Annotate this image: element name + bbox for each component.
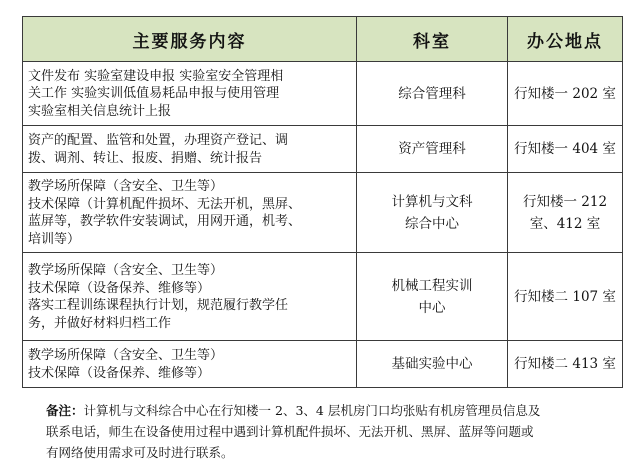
service-content-line: 教学场所保障（含安全、卫生等） (28, 348, 224, 363)
service-content-line: 资产的配置、监管和处置，办理资产登记、调 (28, 133, 289, 148)
service-content-line: 技术保障（设备保养、维修等） (28, 365, 211, 381)
location-cell: 行知楼一 202 室 (508, 62, 623, 126)
service-content-cell (23, 253, 357, 341)
department-cell: 资产管理科 (357, 126, 508, 173)
service-content-line: 关工作 实验实训低值易耗品申报与使用管理 (28, 86, 280, 102)
service-content-cell (23, 173, 357, 253)
header-office-location: 办公地点 (508, 17, 623, 62)
service-content-cell (23, 126, 357, 173)
service-content-line: 技术保障（设备保养、维修等） (28, 280, 211, 296)
department-line: 中心 (418, 299, 446, 316)
table-row (23, 126, 623, 173)
service-content-line: 技术保障（计算机配件损坏、无法开机，黑屏、 (28, 196, 302, 212)
footnote-line (46, 400, 606, 421)
footnote (46, 400, 606, 463)
footnote-label: 备注： (46, 403, 84, 418)
department-line: 机械工程实训 (391, 277, 473, 294)
table-header-row (23, 17, 623, 62)
service-table-container (22, 16, 622, 388)
location-cell: 行知楼一 404 室 (508, 126, 623, 173)
location-cell (508, 173, 623, 253)
service-content-line: 拨、调剂、转让、报废、捐赠、统计报告 (28, 150, 263, 166)
footnote-line: 联系电话，师生在设备使用过程中遇到计算机配件损坏、无法开机、黑屏、蓝屏等问题或 (46, 424, 534, 439)
table-row (23, 173, 623, 253)
table-row (23, 62, 623, 126)
department-cell (357, 253, 508, 341)
footnote-line: 有网络使用需求可及时进行联系。 (46, 445, 234, 460)
department-line: 综合中心 (405, 215, 459, 232)
department-cell (357, 173, 508, 253)
service-content-line: 教学场所保障（含安全、卫生等） (28, 263, 224, 278)
service-content-cell (23, 341, 357, 388)
table-row (23, 341, 623, 388)
service-table (22, 16, 623, 388)
location-cell: 行知楼二 107 室 (508, 253, 623, 341)
footnote-text: 计算机与文科综合中心在行知楼一 2、3、4 层机房门口均张贴有机房管理员信息及 (83, 403, 541, 418)
location-line: 行知楼一 212 (522, 193, 608, 210)
service-content-line: 落实工程训练课程执行计划，规范履行教学任 (28, 298, 289, 313)
service-content-line: 文件发布 实验室建设申报 实验室安全管理相 (28, 68, 284, 84)
service-content-cell (23, 62, 357, 126)
service-content-line: 实验室相关信息统计上报 (28, 103, 172, 119)
service-content-line: 教学场所保障（含安全、卫生等） (28, 179, 224, 194)
location-cell: 行知楼二 413 室 (508, 341, 623, 388)
location-line: 室、412 室 (529, 215, 601, 232)
header-main-services: 主要服务内容 (23, 17, 357, 62)
table-row (23, 253, 623, 341)
service-content-line: 蓝屏等，教学软件安装调试，用网开通，机考、 (28, 214, 302, 229)
header-department: 科室 (357, 17, 508, 62)
department-cell: 基础实验中心 (357, 341, 508, 388)
service-content-line: 培训等） (28, 231, 81, 247)
department-cell: 综合管理科 (357, 62, 508, 126)
department-line: 计算机与文科 (391, 193, 473, 210)
service-content-line: 务，并做好材料归档工作 (28, 315, 172, 331)
